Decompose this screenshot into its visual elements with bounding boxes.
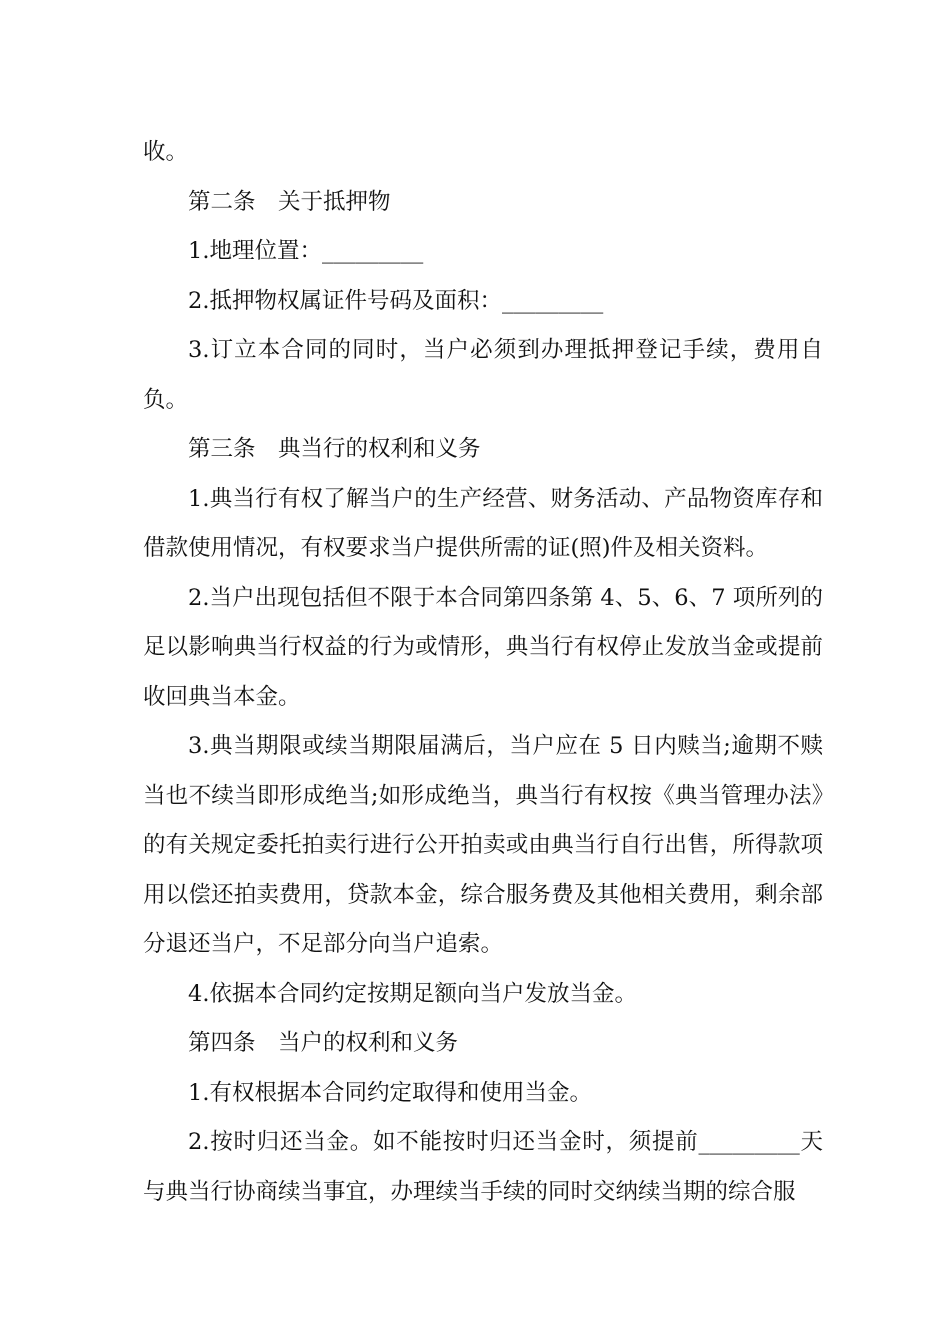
article-3-item-2: 2.当户出现包括但不限于本合同第四条第 4、5、6、7 项所列的足以影响典当行权益的行为或情形，典当行有权停止发放当金或提前收回典当本金。: [143, 584, 823, 710]
article-4-item-2: 2.按时归还当金。如不能按时归还当金时，须提前_________天与典当行协商续当事宜，办理续当手续的同时交纳续当期的综合服: [143, 1129, 823, 1205]
article-3-item-1: 1.典当行有权了解当户的生产经营、财务活动、产品物资库存和借款使用情况，有权要求当户提供所需的证(照)件及相关资料。: [143, 485, 823, 561]
article-3-item-4: 4.依据本合同约定按期足额向当户发放当金。: [188, 980, 637, 1007]
article-2-item-2: 2.抵押物权属证件号码及面积：_________: [188, 287, 604, 314]
contract-body: [143, 128, 823, 1217]
article-3-heading: 第三条 典当行的权利和义务: [188, 436, 481, 462]
article-3-item-3: 3.典当期限或续当期限届满后，当户应在 5 日内赎当;逾期不赎当也不续当即形成绝当;如形成绝当，典当行有权按《典当管理办法》的有关规定委托拍卖行进行公开拍卖或由典当行自行出售，所得款项用以偿还拍卖费用，贷款本金，综合服务费及其他相关费用，剩余部分退还当户，不足部分向当户追索。: [143, 733, 823, 957]
article-4-heading: 第四条 当户的权利和义务: [188, 1030, 459, 1056]
article-2-item-1: 1.地理位置：_________: [188, 238, 424, 264]
article-4-item-1: 1.有权根据本合同约定取得和使用当金。: [188, 1079, 592, 1106]
article-2-item-3: 3.订立本合同的同时，当户必须到办理抵押登记手续，费用自负。: [143, 337, 823, 413]
article-2-heading: 第二条 关于抵押物: [188, 188, 391, 215]
paragraph-continuation: 收。: [143, 139, 189, 165]
